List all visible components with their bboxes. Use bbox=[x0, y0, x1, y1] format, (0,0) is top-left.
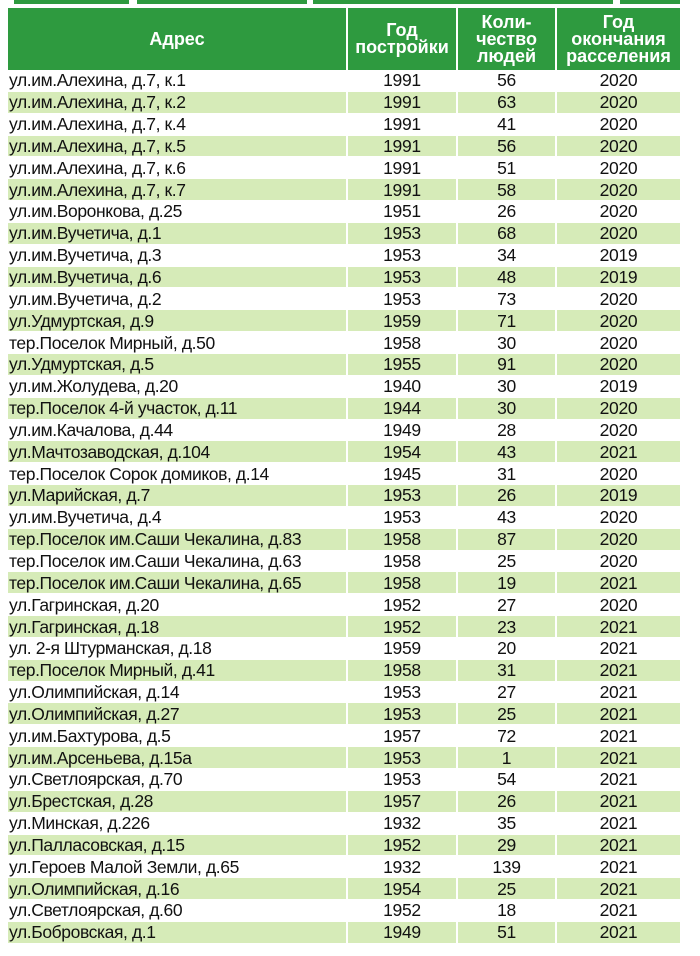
cell-address: ул. 2-я Штурманская, д.18 bbox=[8, 637, 347, 659]
cell-end-year: 2021 bbox=[556, 834, 680, 856]
table-row bbox=[8, 201, 680, 223]
table-row bbox=[8, 375, 680, 397]
cell-address: ул.им.Вучетича, д.3 bbox=[8, 244, 347, 266]
cell-people-count: 30 bbox=[457, 397, 556, 419]
table-row bbox=[8, 834, 680, 856]
table-row bbox=[8, 747, 680, 769]
table-row bbox=[8, 878, 680, 900]
table-row bbox=[8, 353, 680, 375]
cell-year-built: 1958 bbox=[347, 659, 457, 681]
cell-address: ул.Олимпийская, д.27 bbox=[8, 703, 347, 725]
table-row bbox=[8, 419, 680, 441]
cell-year-built: 1954 bbox=[347, 878, 457, 900]
table-row bbox=[8, 769, 680, 791]
cell-year-built: 1952 bbox=[347, 594, 457, 616]
cell-people-count: 139 bbox=[457, 856, 556, 878]
cell-year-built: 1953 bbox=[347, 703, 457, 725]
cell-year-built: 1952 bbox=[347, 834, 457, 856]
table-row bbox=[8, 222, 680, 244]
cell-year-built: 1957 bbox=[347, 790, 457, 812]
cell-end-year: 2021 bbox=[556, 812, 680, 834]
cell-address: ул.Светлоярская, д.60 bbox=[8, 900, 347, 922]
cell-people-count: 30 bbox=[457, 332, 556, 354]
cell-people-count: 56 bbox=[457, 135, 556, 157]
cell-year-built: 1957 bbox=[347, 725, 457, 747]
cell-people-count: 68 bbox=[457, 222, 556, 244]
cell-people-count: 58 bbox=[457, 179, 556, 201]
cell-people-count: 25 bbox=[457, 878, 556, 900]
cell-people-count: 29 bbox=[457, 834, 556, 856]
cell-people-count: 71 bbox=[457, 310, 556, 332]
cell-end-year: 2020 bbox=[556, 113, 680, 135]
cell-people-count: 48 bbox=[457, 266, 556, 288]
cell-end-year: 2020 bbox=[556, 550, 680, 572]
cell-year-built: 1955 bbox=[347, 353, 457, 375]
cell-end-year: 2020 bbox=[556, 201, 680, 223]
header-line: окончания bbox=[571, 28, 666, 49]
cell-address: ул.им.Воронкова, д.25 bbox=[8, 201, 347, 223]
cell-address: ул.Палласовская, д.15 bbox=[8, 834, 347, 856]
cell-address: ул.им.Вучетича, д.1 bbox=[8, 222, 347, 244]
cell-end-year: 2020 bbox=[556, 70, 680, 91]
table-row bbox=[8, 812, 680, 834]
cell-year-built: 1940 bbox=[347, 375, 457, 397]
cell-end-year: 2020 bbox=[556, 91, 680, 113]
cell-year-built: 1953 bbox=[347, 681, 457, 703]
cell-year-built: 1953 bbox=[347, 222, 457, 244]
header-line: Адрес bbox=[149, 28, 205, 49]
cell-end-year: 2021 bbox=[556, 769, 680, 791]
cell-people-count: 31 bbox=[457, 463, 556, 485]
cell-address: ул.Олимпийская, д.14 bbox=[8, 681, 347, 703]
table-row bbox=[8, 70, 680, 91]
cell-end-year: 2021 bbox=[556, 747, 680, 769]
cell-year-built: 1991 bbox=[347, 179, 457, 201]
cell-year-built: 1953 bbox=[347, 747, 457, 769]
cell-people-count: 31 bbox=[457, 659, 556, 681]
cell-year-built: 1953 bbox=[347, 266, 457, 288]
cell-end-year: 2021 bbox=[556, 681, 680, 703]
cell-people-count: 27 bbox=[457, 594, 556, 616]
cell-address: ул.Бобровская, д.1 bbox=[8, 921, 347, 943]
table-row bbox=[8, 659, 680, 681]
cell-end-year: 2020 bbox=[556, 506, 680, 528]
cell-people-count: 20 bbox=[457, 637, 556, 659]
cell-address: ул.им.Вучетича, д.4 bbox=[8, 506, 347, 528]
cell-address: тер.Поселок 4-й участок, д.11 bbox=[8, 397, 347, 419]
cell-address: ул.Брестская, д.28 bbox=[8, 790, 347, 812]
header-line: Коли- bbox=[481, 11, 532, 32]
cell-end-year: 2020 bbox=[556, 594, 680, 616]
cell-year-built: 1991 bbox=[347, 157, 457, 179]
table-row bbox=[8, 485, 680, 507]
table-row bbox=[8, 856, 680, 878]
table-row bbox=[8, 900, 680, 922]
header-people-count bbox=[457, 8, 556, 70]
cell-year-built: 1958 bbox=[347, 550, 457, 572]
header-row bbox=[8, 8, 680, 70]
cell-people-count: 1 bbox=[457, 747, 556, 769]
cell-year-built: 1991 bbox=[347, 135, 457, 157]
cell-people-count: 25 bbox=[457, 550, 556, 572]
cell-people-count: 43 bbox=[457, 441, 556, 463]
cell-people-count: 18 bbox=[457, 900, 556, 922]
header-line: постройки bbox=[355, 37, 449, 57]
cell-year-built: 1959 bbox=[347, 310, 457, 332]
cell-end-year: 2020 bbox=[556, 157, 680, 179]
cell-address: тер.Поселок им.Саши Чекалина, д.83 bbox=[8, 528, 347, 550]
cell-address: ул.им.Жолудева, д.20 bbox=[8, 375, 347, 397]
cell-address: ул.Минская, д.226 bbox=[8, 812, 347, 834]
cell-address: тер.Поселок Мирный, д.41 bbox=[8, 659, 347, 681]
table-row bbox=[8, 703, 680, 725]
table-row bbox=[8, 135, 680, 157]
cell-people-count: 51 bbox=[457, 157, 556, 179]
header-line: Год bbox=[602, 11, 635, 32]
cell-year-built: 1953 bbox=[347, 244, 457, 266]
cell-end-year: 2019 bbox=[556, 485, 680, 507]
table-row bbox=[8, 310, 680, 332]
cell-address: ул.им.Алехина, д.7, к.5 bbox=[8, 135, 347, 157]
cell-people-count: 28 bbox=[457, 419, 556, 441]
header-line: чество bbox=[476, 28, 537, 49]
cell-people-count: 26 bbox=[457, 201, 556, 223]
table-row bbox=[8, 157, 680, 179]
table-row bbox=[8, 441, 680, 463]
cell-year-built: 1932 bbox=[347, 856, 457, 878]
cell-end-year: 2021 bbox=[556, 441, 680, 463]
cell-people-count: 27 bbox=[457, 681, 556, 703]
header-line: расселения bbox=[566, 45, 671, 66]
cell-people-count: 30 bbox=[457, 375, 556, 397]
cell-end-year: 2021 bbox=[556, 921, 680, 943]
table-row bbox=[8, 790, 680, 812]
table-row bbox=[8, 397, 680, 419]
cell-people-count: 34 bbox=[457, 244, 556, 266]
cell-people-count: 26 bbox=[457, 485, 556, 507]
cell-address: ул.Гагринская, д.20 bbox=[8, 594, 347, 616]
header-resettlement-end-year bbox=[556, 8, 680, 70]
cell-address: ул.им.Алехина, д.7, к.6 bbox=[8, 157, 347, 179]
table-row bbox=[8, 637, 680, 659]
cell-address: ул.им.Вучетича, д.6 bbox=[8, 266, 347, 288]
table-row bbox=[8, 266, 680, 288]
cell-people-count: 51 bbox=[457, 921, 556, 943]
cell-address: тер.Поселок Мирный, д.50 bbox=[8, 332, 347, 354]
cell-end-year: 2020 bbox=[556, 310, 680, 332]
cell-year-built: 1991 bbox=[347, 113, 457, 135]
table-row bbox=[8, 463, 680, 485]
cell-year-built: 1958 bbox=[347, 572, 457, 594]
cell-year-built: 1951 bbox=[347, 201, 457, 223]
header-line: людей bbox=[476, 45, 537, 66]
table-row bbox=[8, 288, 680, 310]
cell-people-count: 35 bbox=[457, 812, 556, 834]
cell-end-year: 2021 bbox=[556, 703, 680, 725]
cell-address: ул.Марийская, д.7 bbox=[8, 485, 347, 507]
cell-people-count: 72 bbox=[457, 725, 556, 747]
header-year-built bbox=[347, 8, 457, 70]
header-line: Год bbox=[386, 20, 418, 40]
resettlement-table bbox=[8, 8, 680, 944]
cell-address: ул.им.Алехина, д.7, к.1 bbox=[8, 70, 347, 91]
cell-end-year: 2020 bbox=[556, 463, 680, 485]
cell-end-year: 2021 bbox=[556, 790, 680, 812]
table-header bbox=[8, 8, 680, 70]
cell-end-year: 2020 bbox=[556, 222, 680, 244]
cell-people-count: 73 bbox=[457, 288, 556, 310]
cell-address: ул.им.Алехина, д.7, к.4 bbox=[8, 113, 347, 135]
cell-year-built: 1952 bbox=[347, 616, 457, 638]
table-row bbox=[8, 179, 680, 201]
table-row bbox=[8, 506, 680, 528]
table-row bbox=[8, 113, 680, 135]
cell-end-year: 2021 bbox=[556, 878, 680, 900]
cell-end-year: 2019 bbox=[556, 266, 680, 288]
cell-year-built: 1949 bbox=[347, 419, 457, 441]
header-address bbox=[8, 8, 347, 70]
cell-end-year: 2020 bbox=[556, 397, 680, 419]
cell-address: ул.им.Арсеньева, д.15а bbox=[8, 747, 347, 769]
cell-year-built: 1932 bbox=[347, 812, 457, 834]
cell-end-year: 2020 bbox=[556, 179, 680, 201]
cell-end-year: 2021 bbox=[556, 659, 680, 681]
cell-year-built: 1952 bbox=[347, 900, 457, 922]
cell-year-built: 1991 bbox=[347, 91, 457, 113]
cell-address: ул.им.Вучетича, д.2 bbox=[8, 288, 347, 310]
cell-end-year: 2020 bbox=[556, 353, 680, 375]
cell-end-year: 2020 bbox=[556, 288, 680, 310]
cell-year-built: 1949 bbox=[347, 921, 457, 943]
cell-end-year: 2021 bbox=[556, 616, 680, 638]
cell-end-year: 2021 bbox=[556, 900, 680, 922]
cell-people-count: 43 bbox=[457, 506, 556, 528]
cell-address: ул.им.Бахтурова, д.5 bbox=[8, 725, 347, 747]
cell-address: ул.Удмуртская, д.5 bbox=[8, 353, 347, 375]
cell-year-built: 1991 bbox=[347, 70, 457, 91]
table-row bbox=[8, 528, 680, 550]
cell-end-year: 2021 bbox=[556, 572, 680, 594]
cell-address: ул.Светлоярская, д.70 bbox=[8, 769, 347, 791]
cell-end-year: 2019 bbox=[556, 375, 680, 397]
cell-address: ул.Гагринская, д.18 bbox=[8, 616, 347, 638]
cell-year-built: 1958 bbox=[347, 528, 457, 550]
cell-year-built: 1953 bbox=[347, 485, 457, 507]
cell-end-year: 2021 bbox=[556, 637, 680, 659]
cell-people-count: 87 bbox=[457, 528, 556, 550]
table-row bbox=[8, 616, 680, 638]
cell-end-year: 2020 bbox=[556, 419, 680, 441]
cell-people-count: 54 bbox=[457, 769, 556, 791]
cell-address: тер.Поселок им.Саши Чекалина, д.65 bbox=[8, 572, 347, 594]
table-row bbox=[8, 594, 680, 616]
table-row bbox=[8, 244, 680, 266]
cell-end-year: 2021 bbox=[556, 725, 680, 747]
table-row bbox=[8, 681, 680, 703]
cell-people-count: 41 bbox=[457, 113, 556, 135]
cell-people-count: 19 bbox=[457, 572, 556, 594]
cell-address: ул.им.Алехина, д.7, к.7 bbox=[8, 179, 347, 201]
table-row bbox=[8, 921, 680, 943]
cell-people-count: 63 bbox=[457, 91, 556, 113]
cell-year-built: 1945 bbox=[347, 463, 457, 485]
table-row bbox=[8, 725, 680, 747]
cell-year-built: 1953 bbox=[347, 769, 457, 791]
cell-address: ул.им.Алехина, д.7, к.2 bbox=[8, 91, 347, 113]
cell-year-built: 1953 bbox=[347, 288, 457, 310]
top-decorative-strip bbox=[0, 0, 700, 6]
cell-address: ул.Олимпийская, д.16 bbox=[8, 878, 347, 900]
cell-end-year: 2020 bbox=[556, 528, 680, 550]
cell-address: ул.Удмуртская, д.9 bbox=[8, 310, 347, 332]
cell-people-count: 56 bbox=[457, 70, 556, 91]
cell-people-count: 91 bbox=[457, 353, 556, 375]
cell-year-built: 1944 bbox=[347, 397, 457, 419]
cell-people-count: 25 bbox=[457, 703, 556, 725]
cell-end-year: 2020 bbox=[556, 135, 680, 157]
cell-address: ул.им.Качалова, д.44 bbox=[8, 419, 347, 441]
cell-address: тер.Поселок Сорок домиков, д.14 bbox=[8, 463, 347, 485]
table-row bbox=[8, 550, 680, 572]
cell-year-built: 1958 bbox=[347, 332, 457, 354]
table-row bbox=[8, 572, 680, 594]
cell-address: ул.Героев Малой Земли, д.65 bbox=[8, 856, 347, 878]
cell-address: ул.Мачтозаводская, д.104 bbox=[8, 441, 347, 463]
cell-year-built: 1954 bbox=[347, 441, 457, 463]
table-row bbox=[8, 91, 680, 113]
cell-end-year: 2021 bbox=[556, 856, 680, 878]
cell-end-year: 2019 bbox=[556, 244, 680, 266]
table-row bbox=[8, 332, 680, 354]
cell-year-built: 1953 bbox=[347, 506, 457, 528]
cell-year-built: 1959 bbox=[347, 637, 457, 659]
cell-end-year: 2020 bbox=[556, 332, 680, 354]
cell-people-count: 26 bbox=[457, 790, 556, 812]
table-body bbox=[8, 70, 680, 943]
cell-people-count: 23 bbox=[457, 616, 556, 638]
cell-address: тер.Поселок им.Саши Чекалина, д.63 bbox=[8, 550, 347, 572]
